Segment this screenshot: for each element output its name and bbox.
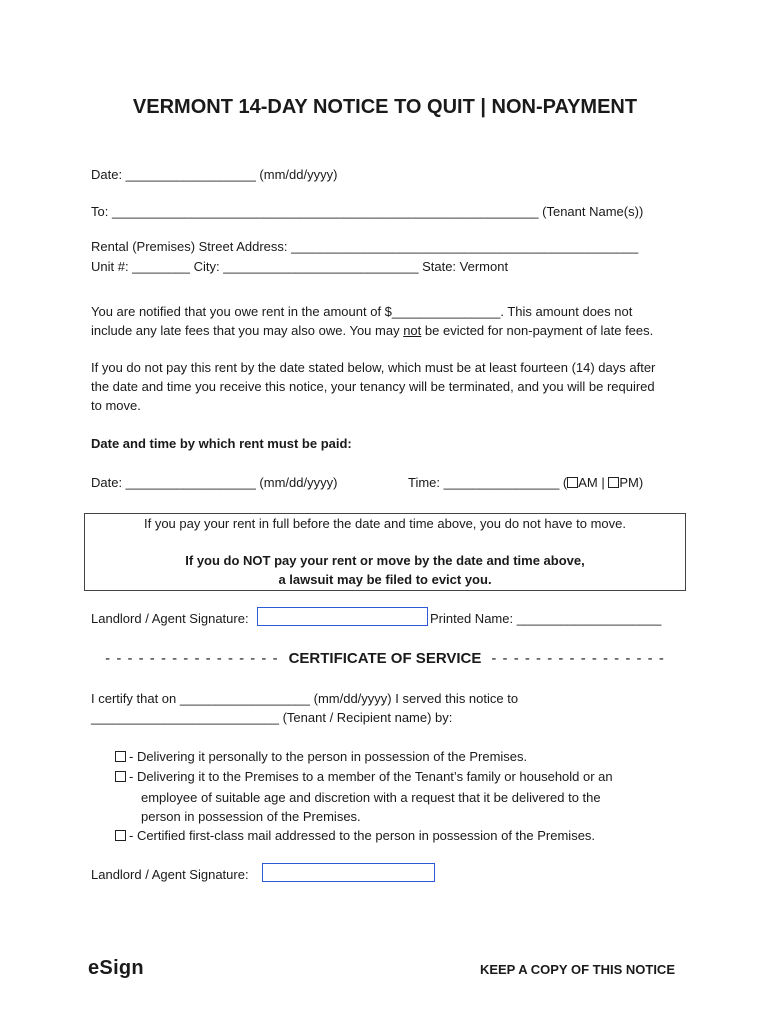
rent-owed-paragraph-line-1: You are notified that you owe rent in the amount of $_______________. This amount does not: [91, 304, 633, 319]
date-field-line[interactable]: Date: __________________ (mm/dd/yyyy): [91, 167, 338, 182]
certificate-dashes-right: - - - - - - - - - - - - - - - -: [491, 650, 665, 667]
certificate-title: CERTIFICATE OF SERVICE: [288, 650, 482, 667]
terminate-paragraph-line-3: to move.: [91, 398, 141, 413]
deadline-date-field-line[interactable]: Date: __________________ (mm/dd/yyyy): [91, 475, 338, 490]
esign-logo: eSign: [88, 957, 144, 979]
deadline-heading: Date and time by which rent must be paid:: [91, 436, 352, 451]
rent-owed-text-b: be evicted for non-payment of late fees.: [421, 323, 654, 338]
am-label: AM |: [578, 475, 609, 490]
terminate-paragraph-line-1: If you do not pay this rent by the date stated below, which must be at least fourteen (14) days after: [91, 360, 656, 375]
pm-label: PM): [619, 475, 644, 490]
rent-owed-paragraph-line-2: [91, 323, 653, 339]
certificate-header: [0, 650, 770, 668]
service-option-personal-label: - Delivering it personally to the person in possession of the Premises.: [129, 749, 528, 764]
printed-name-field-line[interactable]: Printed Name: ____________________: [430, 611, 662, 626]
deadline-time-line: [408, 475, 643, 491]
service-option-family-label: - Delivering it to the Premises to a member of the Tenant’s family or household or an: [129, 769, 613, 784]
warning-notice-box: [84, 513, 686, 591]
service-option-mail-label: - Certified first-class mail addressed to the person in possession of the Premises.: [129, 828, 596, 843]
notice-box-line-1: If you pay your rent in full before the date and time above, you do not have to move.: [143, 516, 627, 531]
am-checkbox[interactable]: [567, 477, 578, 488]
service-option-family-cont-2: person in possession of the Premises.: [141, 809, 361, 824]
not-underlined: not: [403, 323, 422, 338]
keep-copy-notice: KEEP A COPY OF THIS NOTICE: [479, 962, 675, 977]
terminate-paragraph-line-2: the date and time you receive this notice, your tenancy will be terminated, and you will be required: [91, 379, 655, 394]
landlord-signature-label: Landlord / Agent Signature:: [91, 611, 249, 626]
certificate-signature-label: Landlord / Agent Signature:: [91, 867, 249, 882]
landlord-signature-field[interactable]: [257, 607, 428, 626]
street-address-field-line[interactable]: Rental (Premises) Street Address: ________________________________________________: [91, 239, 639, 254]
notice-box-line-3: a lawsuit may be filed to evict you.: [278, 572, 492, 587]
certificate-signature-field[interactable]: [262, 863, 435, 882]
unit-city-state-line[interactable]: Unit #: ________ City: ___________________________ State: Vermont: [91, 259, 509, 274]
rent-owed-text-a: include any late fees that you may also owe. You may: [91, 323, 404, 338]
tenant-name-field-line[interactable]: To: ___________________________________________________________ (Tenant Name(s)): [91, 204, 644, 219]
deadline-time-field[interactable]: Time: ________________ (: [408, 475, 568, 490]
certificate-dashes-left: - - - - - - - - - - - - - - - -: [105, 650, 279, 667]
notice-box-line-2: If you do NOT pay your rent or move by the date and time above,: [185, 553, 585, 568]
certify-line-2[interactable]: __________________________ (Tenant / Recipient name) by:: [91, 710, 453, 725]
service-option-family-checkbox[interactable]: [115, 771, 126, 782]
certify-line-1[interactable]: I certify that on __________________ (mm/dd/yyyy) I served this notice to: [91, 691, 519, 706]
service-option-personal-checkbox[interactable]: [115, 751, 126, 762]
service-option-family-cont-1: employee of suitable age and discretion with a request that it be delivered to the: [141, 790, 601, 805]
pm-checkbox[interactable]: [608, 477, 619, 488]
document-title: VERMONT 14-DAY NOTICE TO QUIT | NON-PAYMENT: [132, 96, 638, 118]
service-option-mail-checkbox[interactable]: [115, 830, 126, 841]
